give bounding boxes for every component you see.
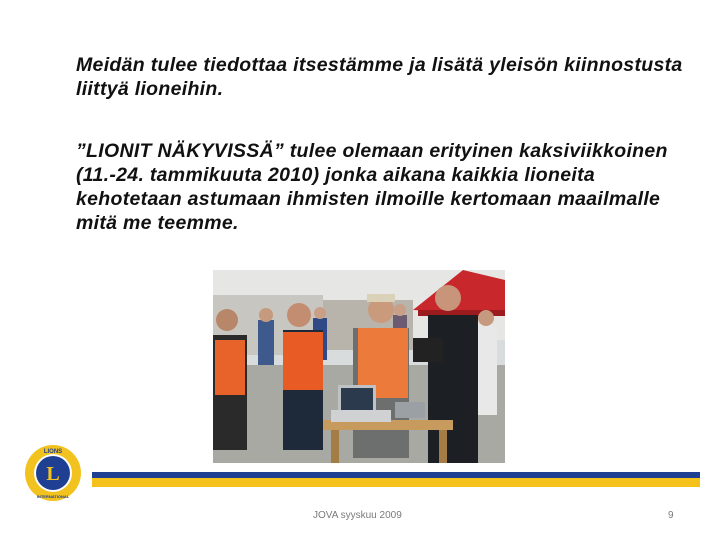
event-photo bbox=[213, 270, 505, 463]
campaign-paragraph: ”LIONIT NÄKYVISSÄ” tulee olemaan erityinen kaksiviikkoinen (11.-24. tammikuuta 2010) jonka aikana kaikkia lioneita kehotetaan astumaan ihmisten ilmoille kertomaan maailmalle mitä me teemme. bbox=[76, 140, 668, 234]
page-number: 9 bbox=[668, 510, 674, 521]
intro-paragraph: Meidän tulee tiedottaa itsestämme ja lisätä yleisön kiinnostusta liittyä lioneihin. bbox=[76, 54, 683, 100]
footer-bar-yellow bbox=[92, 478, 700, 487]
svg-text:INTERNATIONAL: INTERNATIONAL bbox=[36, 494, 70, 499]
svg-text:LIONS: LIONS bbox=[43, 449, 63, 455]
svg-text:L: L bbox=[46, 463, 60, 485]
footer-text: JOVA syyskuu 2009 bbox=[313, 510, 402, 521]
lions-logo bbox=[24, 444, 82, 502]
